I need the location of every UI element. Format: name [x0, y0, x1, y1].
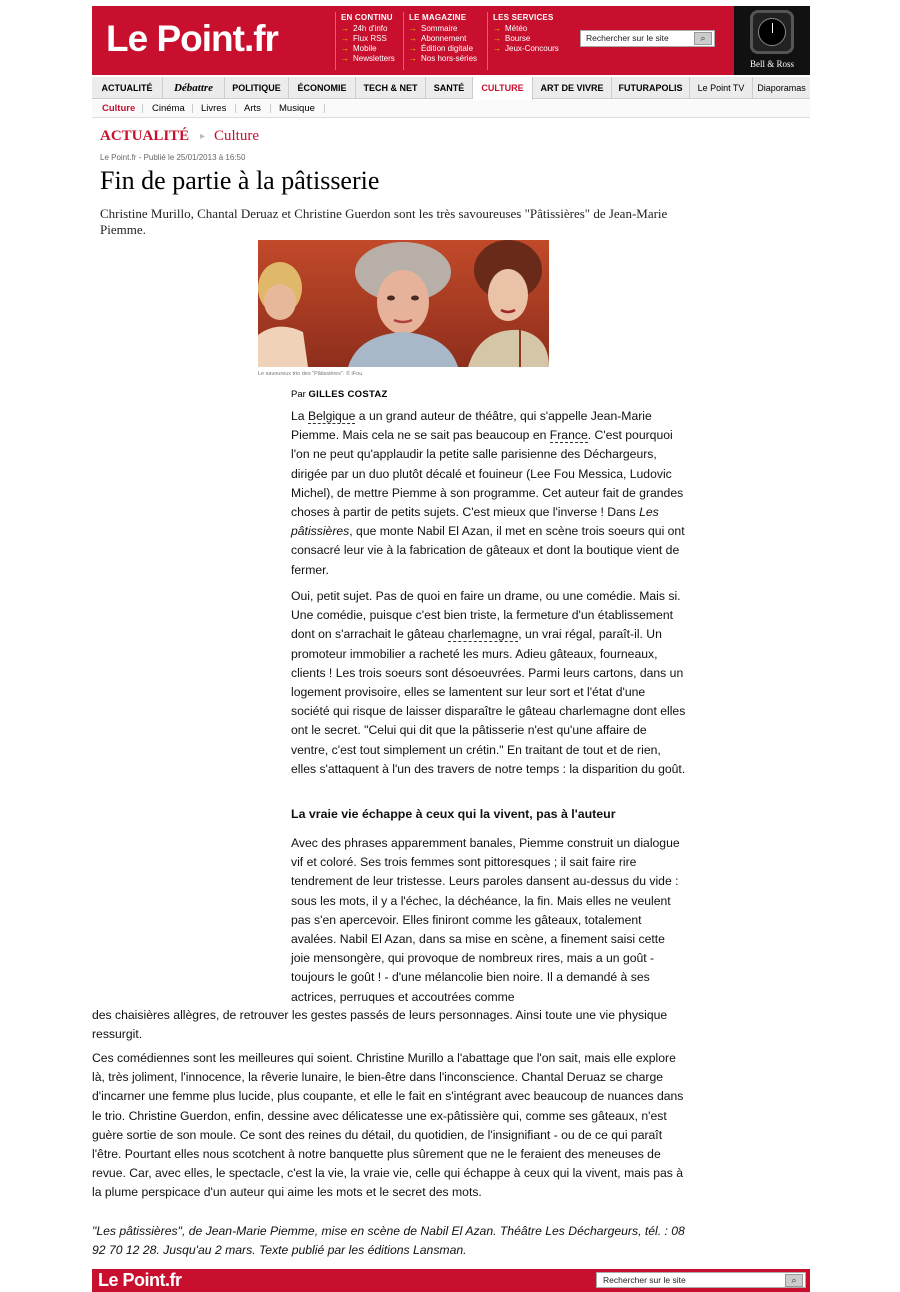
subnav-item-cinema[interactable]: Cinéma [152, 103, 185, 114]
header-divider [403, 12, 404, 70]
nav-item-culture[interactable]: CULTURE [473, 77, 533, 100]
header-link[interactable]: → Abonnement [409, 34, 477, 44]
keyword-link-belgique[interactable]: Belgique [307, 409, 356, 423]
watch-advertisement[interactable] [734, 6, 810, 75]
author-name[interactable]: GILLES COSTAZ [308, 389, 388, 400]
play-title: Les pâtissières [291, 505, 659, 539]
header-divider [335, 12, 336, 70]
header-link[interactable]: → Bourse [493, 34, 559, 44]
nav-item-sante[interactable]: SANTÉ [426, 77, 473, 99]
header-link[interactable]: → Newsletters [341, 54, 395, 64]
header-link[interactable]: → Flux RSS [341, 34, 395, 44]
header-link[interactable]: → Sommaire [409, 24, 477, 34]
keyword-link-charlemagne[interactable]: charlemagne [447, 627, 519, 642]
article-lead: Christine Murillo, Chantal Deruaz et Christine Guerdon sont les très savoureuses "Pâtissières" de Jean-Marie Piemme. [100, 206, 668, 237]
page-title: Fin de partie à la pâtisserie [100, 166, 380, 195]
header-divider [487, 12, 488, 70]
search-icon: ⌕ [791, 1275, 797, 1285]
header-menu-en-continu [341, 13, 395, 64]
search-button[interactable] [694, 32, 712, 45]
header-menu-services [493, 13, 559, 54]
subnav-divider [235, 104, 236, 113]
text-run: Oui, petit sujet. Pas de quoi en faire un drame, ou une comédie. Mais si. Une comédie, puisque c'est bien triste, la fermeture d'un établissement dont on s'arrachait le gâteau [291, 589, 681, 642]
text-run: , que monte Nabil El Azan, il met en scène trois soeurs qui ont consacré leur vie à la fabrication de gâteaux et dont la boutique vient de fermer. [291, 524, 685, 577]
nav-item-le-point-tv[interactable]: Le Point TV [690, 77, 753, 99]
search-placeholder: Rechercher sur le site [603, 1275, 686, 1285]
nav-item-art-de-vivre[interactable]: ART DE VIVRE [533, 77, 612, 99]
breadcrumb-arrow-icon: ▸ [200, 131, 206, 142]
search-placeholder: Rechercher sur le site [586, 33, 669, 43]
byline-prefix: Par [291, 389, 309, 400]
watch-face [758, 18, 786, 46]
site-logo[interactable]: Le Point.fr [106, 18, 278, 59]
article-meta: Le Point.fr - Publié le 25/01/2013 à 16:50 [100, 153, 246, 162]
article-photo [258, 240, 549, 367]
breadcrumb-section[interactable]: ACTUALITÉ [100, 128, 190, 144]
nav-item-economie[interactable]: ÉCONOMIE [289, 77, 356, 99]
footer-search-input[interactable] [596, 1272, 806, 1288]
header-menu-title[interactable]: LE MAGAZINE [409, 13, 467, 22]
subnav-divider [324, 104, 325, 113]
header-link[interactable]: → Mobile [341, 44, 395, 54]
subnav-item-livres[interactable]: Livres [201, 103, 227, 114]
footer-search-button[interactable] [785, 1274, 803, 1287]
subnav-divider [192, 104, 193, 113]
nav-item-tech-net[interactable]: TECH & NET [356, 77, 426, 99]
footer-logo[interactable]: Le Point.fr [98, 1270, 182, 1290]
watch-icon [750, 10, 794, 54]
search-icon: ⌕ [700, 33, 706, 43]
photo-caption: Le savoureux trio des "Pâtissières". © iFou [258, 371, 363, 377]
byline [291, 389, 388, 400]
keyword-link-france[interactable]: France [549, 428, 588, 443]
ad-brand: Bell & Ross [749, 59, 794, 69]
search-input[interactable] [580, 30, 715, 47]
article-paragraph-continued: des chaisières allègres, de retrouver les gestes passés de leurs personnages. Ainsi toute une vie physique ressurgit. [92, 1008, 668, 1042]
main-nav [92, 77, 810, 99]
subnav-item-arts[interactable]: Arts [244, 103, 261, 114]
article-credits: "Les pâtissières", de Jean-Marie Piemme, mise en scène de Nabil El Azan. Théâtre Les Déchargeurs, tél. : 08 92 70 12 28. Jusqu'au 2 mars. Texte publié par les éditions Lansman. [92, 1224, 685, 1258]
header-link[interactable]: → Météo [493, 24, 559, 34]
header-link[interactable]: → Nos hors-séries [409, 54, 477, 64]
breadcrumb-subsection[interactable]: Culture [214, 128, 259, 144]
header-menu-title[interactable]: LES SERVICES [493, 13, 554, 22]
article-subheading: La vraie vie échappe à ceux qui la vivent, pas à l'auteur [291, 807, 616, 821]
site-footer [92, 1269, 810, 1292]
subnav-divider [270, 104, 271, 113]
header-menu-magazine [409, 13, 477, 64]
sub-nav [92, 100, 810, 118]
header-link[interactable]: → 24h d'info [341, 24, 395, 34]
nav-item-politique[interactable]: POLITIQUE [225, 77, 289, 99]
nav-item-diaporamas[interactable]: Diaporamas [757, 83, 806, 93]
subnav-divider [142, 104, 143, 113]
header-menu-title[interactable]: EN CONTINU [341, 13, 393, 22]
header-link[interactable]: → Jeux-Concours [493, 44, 559, 54]
article-paragraph: Ces comédiennes sont les meilleures qui soient. Christine Murillo a l'abattage que l'on sait, mais elle explore là, très joliment, l'innocence, la rêverie lunaire, le bien-être dans l'inconscience. Chantal Deruaz se charge d'incarner une femme plus lucide, plus coupante, et elle le fait en s'intégrant avec beaucoup de nuances dans le trio. Christine Guerdon, enfin, dessine avec délicatesse une ex-pâtissière qui, comme ses gâteaux, n'est guère sortie de son moule. Ce sont des reines du détail, du quotidien, de l'insignifiant - ou de ce qui paraît l'être. Pourtant elles nous scotchent à notre banquette plus sûrement que ne le feraient des meneuses de revue. Car, avec elles, le spectacle, c'est la vie, la vraie vie, celle qui échappe à ceux qui la vivent, mais pas à la plume perspicace d'un auteur qui aime les mots et le secret des mots. [92, 1051, 684, 1200]
nav-item-futurapolis[interactable]: FUTURAPOLIS [612, 77, 690, 99]
subnav-item-culture[interactable]: Culture [102, 103, 136, 114]
nav-item-debattre[interactable]: Débattre [163, 77, 225, 99]
photo-illustration [258, 240, 549, 367]
article-paragraph: Avec des phrases apparemment banales, Piemme construit un dialogue vif et coloré. Ses trois femmes sont pittoresques ; il sait faire rire tendrement de leur tristesse. Leurs paroles dansent au-dessus du vide : sous les mots, il y a l'échec, la déchéance, la fin. Mais elles ne veulent pas s'en apercevoir. Elles finiront comme les gâteaux, totalement avalées. Nabil El Azan, dans sa mise en scène, a finement saisi cette joie mensongère, qui provoque de nombreux rires, mais a un goût - toujours le goût ! - d'une mélancolie bien noire. Il a demandé à ses actrices, perruques et accoutrées comme [291, 836, 680, 1004]
header-link[interactable]: → Édition digitale [409, 44, 477, 54]
text-run: a un grand auteur de théâtre, qui s'appelle Jean-Marie Piemme. Mais cela ne se sait pas beaucoup en [291, 409, 652, 443]
site-header [92, 6, 810, 75]
text-run: , un vrai régal, paraît-il. Un promoteur immobilier a racheté les murs. Adieu gâteaux, fourneaux, clients ! Les trois soeurs sont désoeuvrées. Parmi leurs cartons, dans un logement provisoire, elles se lamentent sur leur sort et l'état d'une société qui risque de laisser disparaître le gâteau charlemagne dont elles ont le secret. "Celui qui dit que la pâtisserie n'est qu'une affaire de ventre, c'est tout simplement un crétin." En traitant de tout et de rien, elles s'attaquent à l'un des travers de notre temps : la disparition du goût. [291, 627, 686, 776]
subnav-item-musique[interactable]: Musique [279, 103, 315, 114]
text-run: La [291, 409, 308, 423]
article-paragraph [291, 407, 687, 580]
article-paragraph [291, 587, 687, 779]
nav-item-actualite[interactable]: ACTUALITÉ [92, 77, 163, 99]
text-run: . C'est pourquoi l'on ne peut qu'applaudir la petite salle parisienne des Déchargeurs, dirigée par un duo plutôt décalé et fouineur (Lee Fou Messica, Ludovic Michel), de mettre Piemme à son programme. Cet auteur fait de grandes choses à partir de petits sujets. C'est mieux que l'inverse ! Dans [291, 428, 684, 520]
